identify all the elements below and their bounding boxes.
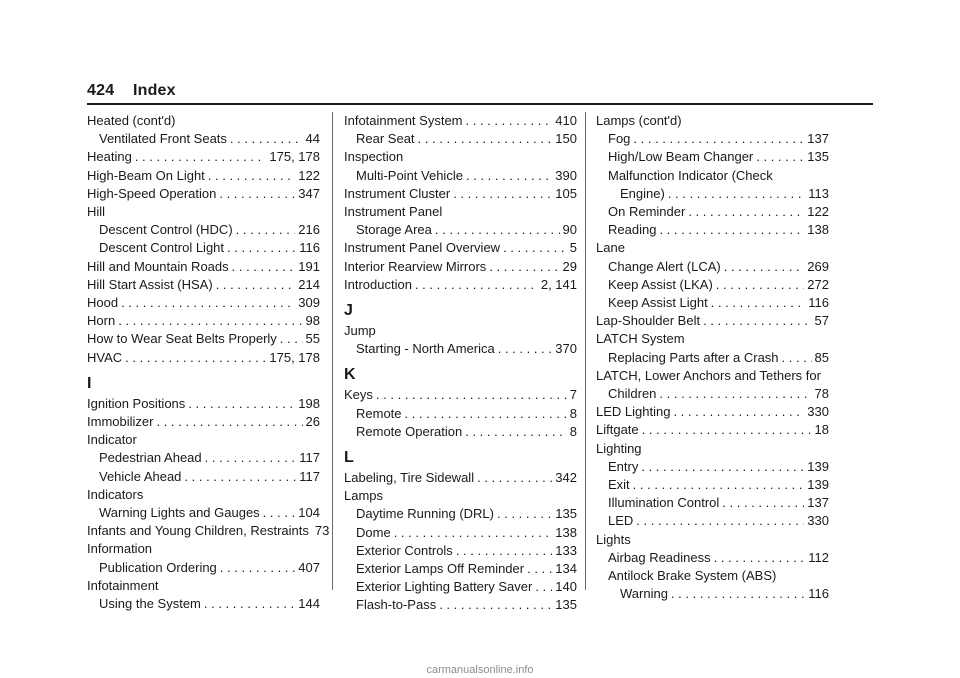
page-reference: 7 <box>569 387 577 403</box>
page-reference: 116 <box>808 295 829 311</box>
index-subentry <box>87 239 320 257</box>
entry-term: Engine) <box>620 185 665 201</box>
index-subentry <box>87 130 320 148</box>
section-letter: L <box>344 449 354 467</box>
dot-leader <box>465 423 567 441</box>
page-reference: 214 <box>298 276 320 292</box>
dot-leader <box>453 185 552 203</box>
index-subentry <box>596 567 829 585</box>
dot-leader <box>405 405 567 423</box>
dot-leader <box>135 148 267 166</box>
entry-term: Replacing Parts after a Crash <box>608 349 779 365</box>
entry-term: Indicators <box>87 486 144 502</box>
entry-term: Hill and Mountain Roads <box>87 258 229 274</box>
page-reference: 347 <box>298 185 320 201</box>
page-reference: 122 <box>807 204 829 220</box>
page-number: 424 <box>87 82 115 99</box>
entry-term: Exterior Controls <box>356 542 453 558</box>
index-entry <box>87 413 320 431</box>
page-reference: 117 <box>299 468 320 484</box>
index-entry <box>87 522 330 540</box>
index-subentry <box>344 596 577 614</box>
page-reference: 137 <box>807 495 829 511</box>
index-subentry <box>87 504 320 522</box>
entry-term: Remote Operation <box>356 423 463 439</box>
index-entry <box>596 239 829 257</box>
index-entry <box>344 322 577 340</box>
page-reference: 144 <box>298 596 320 612</box>
dot-leader <box>688 203 804 221</box>
page-reference: 8 <box>569 405 577 421</box>
entry-term: Infotainment <box>87 577 159 593</box>
entry-term: HVAC <box>87 349 123 365</box>
dot-leader <box>633 476 805 494</box>
page-reference: 407 <box>298 559 320 575</box>
page-reference: 112 <box>808 549 829 565</box>
page-title: Index <box>132 82 176 99</box>
page-reference: 134 <box>555 561 577 577</box>
page-reference: 98 <box>305 313 320 329</box>
dot-leader <box>535 578 552 596</box>
entry-term: Lane <box>596 240 625 256</box>
page-reference: 18 <box>814 422 829 438</box>
dot-leader <box>280 330 303 348</box>
entry-term: Pedestrian Ahead <box>99 450 202 466</box>
dot-leader <box>659 221 804 239</box>
dot-leader <box>204 595 295 613</box>
dot-leader <box>435 221 560 239</box>
index-entry <box>87 395 320 413</box>
index-entry <box>344 185 577 203</box>
entry-term: LED <box>608 513 634 529</box>
page-reference: 272 <box>807 276 829 292</box>
entry-term: Ventilated Front Seats <box>99 131 227 147</box>
page-reference: 150 <box>555 131 577 147</box>
index-subentry <box>596 185 829 203</box>
entry-term: Infants and Young Children, Restraints <box>87 523 309 539</box>
index-entry <box>87 112 320 130</box>
dot-leader <box>633 130 804 148</box>
page-reference: 113 <box>808 185 829 201</box>
index-entry <box>344 276 577 294</box>
entry-term: Airbag Readiness <box>608 549 711 565</box>
entry-term: Infotainment System <box>344 113 463 128</box>
index-subentry <box>344 560 577 578</box>
dot-leader <box>636 512 804 530</box>
index-entry <box>344 487 577 505</box>
index-subentry <box>344 405 577 423</box>
index-entry <box>344 148 577 166</box>
entry-term: Malfunction Indicator (Check <box>608 167 773 183</box>
index-subentry <box>596 549 829 567</box>
header-divider <box>87 103 873 105</box>
dot-leader <box>668 185 805 203</box>
dot-leader <box>118 312 302 330</box>
index-subentry <box>596 148 829 166</box>
section-letter: J <box>344 302 353 320</box>
entry-term: Lamps <box>344 488 384 504</box>
dot-leader <box>756 148 804 166</box>
entry-term: Antilock Brake System (ABS) <box>608 568 777 584</box>
index-subentry <box>596 167 829 185</box>
dot-leader <box>659 385 811 403</box>
dot-leader <box>466 167 552 185</box>
page-reference: 140 <box>555 579 577 595</box>
dot-leader <box>711 294 806 312</box>
index-entry <box>596 421 829 439</box>
index-column-3 <box>596 112 829 603</box>
dot-leader <box>673 403 804 421</box>
index-subentry <box>344 542 577 560</box>
entry-term: Multi-Point Vehicle <box>356 167 463 183</box>
index-subentry <box>596 349 829 367</box>
dot-leader <box>236 221 296 239</box>
index-entry <box>344 112 577 130</box>
entry-term: Hill <box>87 204 106 220</box>
dot-leader <box>156 413 302 431</box>
entry-term: Ignition Positions <box>87 395 186 411</box>
index-entry <box>596 112 829 130</box>
dot-leader <box>503 239 567 257</box>
entry-term: High/Low Beam Changer <box>608 149 754 165</box>
index-entry <box>87 276 320 294</box>
dot-leader <box>714 549 806 567</box>
index-entry <box>87 185 320 203</box>
entry-term: LATCH, Lower Anchors and Tethers for <box>596 367 821 383</box>
index-subentry <box>596 221 829 239</box>
entry-term: Interior Rearview Mirrors <box>344 258 487 274</box>
dot-leader <box>418 130 553 148</box>
dot-leader <box>782 349 812 367</box>
index-subentry <box>344 423 577 441</box>
dot-leader <box>722 494 804 512</box>
entry-term: LATCH System <box>596 331 685 347</box>
index-subentry <box>596 494 829 512</box>
index-subentry <box>87 221 320 239</box>
page-reference: 5 <box>569 240 577 256</box>
entry-term: Labeling, Tire Sidewall <box>344 470 475 486</box>
page-reference: 90 <box>562 222 577 238</box>
index-subentry <box>596 203 829 221</box>
index-entry <box>87 330 320 348</box>
index-entry <box>87 203 320 221</box>
index-subentry <box>596 385 829 403</box>
index-entry <box>596 440 829 458</box>
entry-term: Vehicle Ahead <box>99 468 182 484</box>
entry-term: Change Alert (LCA) <box>608 258 721 274</box>
entry-term: Instrument Panel <box>344 204 443 220</box>
page-reference: 216 <box>298 222 320 238</box>
index-entry <box>344 239 577 257</box>
index-subentry <box>344 167 577 185</box>
page-reference: 370 <box>555 341 577 357</box>
entry-term: Heating <box>87 149 132 165</box>
entry-term: Instrument Panel Overview <box>344 240 501 256</box>
entry-term: Storage Area <box>356 222 432 238</box>
entry-term: Keep Assist Light <box>608 295 708 311</box>
entry-term: Lighting <box>596 440 642 456</box>
entry-term: Keys <box>344 387 373 403</box>
page-reference: 8 <box>569 423 577 439</box>
index-entry <box>344 386 577 404</box>
page-reference: 175, 178 <box>269 349 320 365</box>
index-entry <box>87 148 320 166</box>
index-subentry <box>596 458 829 476</box>
index-entry <box>87 431 320 449</box>
entry-term: Entry <box>608 458 639 474</box>
entry-term: On Reminder <box>608 204 686 220</box>
index-subentry <box>344 340 577 358</box>
index-entry <box>87 577 320 595</box>
page-reference: 116 <box>808 586 829 602</box>
entry-term: Jump <box>344 323 376 339</box>
index-subentry <box>87 595 320 613</box>
page-reference: 2, 141 <box>540 276 577 292</box>
column-divider <box>585 112 586 590</box>
entry-term: Using the System <box>99 596 201 612</box>
page-reference: 139 <box>807 477 829 493</box>
page-reference: 44 <box>305 131 320 147</box>
entry-term: Lap-Shoulder Belt <box>596 313 701 329</box>
entry-term: Warning <box>620 586 668 602</box>
entry-term: Fog <box>608 131 631 147</box>
index-entry <box>596 312 829 330</box>
entry-term: Illumination Control <box>608 495 720 511</box>
page-reference: 29 <box>562 258 577 274</box>
index-entry <box>87 312 320 330</box>
index-entry <box>596 531 829 549</box>
page-reference: 410 <box>555 113 577 128</box>
entry-term: Instrument Cluster <box>344 185 451 201</box>
page-reference: 122 <box>298 167 320 183</box>
index-column-1 <box>87 112 330 613</box>
entry-term: Descent Control Light <box>99 240 225 256</box>
page-header <box>87 82 176 100</box>
index-subentry <box>87 559 320 577</box>
page-reference: 138 <box>807 222 829 238</box>
dot-leader <box>489 258 559 276</box>
watermark: carmanualsonline.info <box>426 664 534 676</box>
dot-leader <box>232 258 296 276</box>
page-reference: 135 <box>555 506 577 522</box>
dot-leader <box>376 386 567 404</box>
page-reference: 85 <box>814 349 829 365</box>
dot-leader <box>466 112 553 130</box>
index-subentry <box>344 578 577 596</box>
page-reference: 138 <box>555 524 577 540</box>
dot-leader <box>439 596 552 614</box>
index-entry <box>87 486 320 504</box>
page-reference: 135 <box>807 149 829 165</box>
index-entry <box>87 294 320 312</box>
dot-leader <box>220 559 296 577</box>
dot-leader <box>477 469 552 487</box>
dot-leader <box>527 560 552 578</box>
page-reference: 73 <box>314 523 330 539</box>
entry-term: Daytime Running (DRL) <box>356 506 494 522</box>
entry-term: How to Wear Seat Belts Properly <box>87 331 277 347</box>
column-divider <box>332 112 333 590</box>
page-reference: 309 <box>298 295 320 311</box>
entry-term: Heated (cont'd) <box>87 113 176 128</box>
index-subentry <box>344 130 577 148</box>
entry-term: Liftgate <box>596 422 639 438</box>
dot-leader <box>188 395 295 413</box>
dot-leader <box>415 276 538 294</box>
dot-leader <box>227 239 296 257</box>
index-subentry <box>596 512 829 530</box>
index-entry <box>344 258 577 276</box>
page-reference: 116 <box>299 240 320 256</box>
entry-term: LED Lighting <box>596 404 671 420</box>
page-reference: 330 <box>807 513 829 529</box>
page-reference: 135 <box>555 597 577 613</box>
index-entry <box>344 469 577 487</box>
index-entry <box>596 403 829 421</box>
entry-term: Descent Control (HDC) <box>99 222 233 238</box>
entry-term: Flash-to-Pass <box>356 597 437 613</box>
dot-leader <box>498 340 553 358</box>
dot-leader <box>121 294 295 312</box>
index-subentry <box>344 524 577 542</box>
entry-term: Remote <box>356 405 402 421</box>
page-reference: 57 <box>814 313 829 329</box>
index-subentry <box>596 476 829 494</box>
entry-term: Reading <box>608 222 657 238</box>
index-entry <box>87 540 320 558</box>
index-subentry <box>596 130 829 148</box>
dot-leader <box>230 130 303 148</box>
dot-leader <box>456 542 552 560</box>
entry-term: Inspection <box>344 149 404 165</box>
index-subentry <box>596 276 829 294</box>
entry-term: Rear Seat <box>356 131 415 147</box>
page-reference: 175, 178 <box>269 149 320 165</box>
dot-leader <box>219 185 295 203</box>
entry-term: Lamps (cont'd) <box>596 113 682 128</box>
index-subentry <box>344 505 577 523</box>
page-reference: 55 <box>305 331 320 347</box>
index-entry <box>87 349 320 367</box>
dot-leader <box>671 585 805 603</box>
entry-term: Introduction <box>344 276 412 292</box>
page-reference: 139 <box>807 458 829 474</box>
section-letter: K <box>344 366 356 384</box>
dot-leader <box>394 524 553 542</box>
index-entry <box>596 330 829 348</box>
dot-leader <box>642 421 812 439</box>
entry-term: Dome <box>356 524 391 540</box>
page-reference: 198 <box>298 395 320 411</box>
page-reference: 105 <box>555 185 577 201</box>
page-reference: 104 <box>298 505 320 521</box>
index-subentry <box>596 585 829 603</box>
entry-term: Hood <box>87 295 119 311</box>
dot-leader <box>497 505 552 523</box>
dot-leader <box>208 167 296 185</box>
entry-term: Hill Start Assist (HSA) <box>87 276 213 292</box>
entry-term: Publication Ordering <box>99 559 217 575</box>
dot-leader <box>724 258 805 276</box>
page-reference: 117 <box>299 450 320 466</box>
index-entry <box>344 203 577 221</box>
entry-term: Keep Assist (LKA) <box>608 276 713 292</box>
entry-term: Indicator <box>87 432 137 448</box>
index-entry <box>596 367 829 385</box>
page-reference: 137 <box>807 131 829 147</box>
entry-term: Immobilizer <box>87 414 154 430</box>
entry-term: Lights <box>596 531 631 547</box>
page-reference: 330 <box>807 404 829 420</box>
entry-term: Starting - North America <box>356 341 495 357</box>
entry-term: Horn <box>87 313 116 329</box>
index-subentry <box>596 294 829 312</box>
entry-term: High-Beam On Light <box>87 167 205 183</box>
index-subentry <box>344 221 577 239</box>
entry-term: Information <box>87 541 153 557</box>
index-subentry <box>596 258 829 276</box>
section-letter: I <box>87 374 92 392</box>
dot-leader <box>205 449 297 467</box>
index-subentry <box>87 468 320 486</box>
page-reference: 78 <box>814 386 829 402</box>
entry-term: Exterior Lamps Off Reminder <box>356 561 525 577</box>
index-column-2 <box>344 112 577 615</box>
dot-leader <box>184 468 296 486</box>
page-reference: 390 <box>555 167 577 183</box>
page-reference: 26 <box>305 414 320 430</box>
entry-term: High-Speed Operation <box>87 185 217 201</box>
page-reference: 342 <box>555 470 577 486</box>
index-subentry <box>87 449 320 467</box>
dot-leader <box>641 458 804 476</box>
dot-leader <box>125 349 266 367</box>
dot-leader <box>216 276 296 294</box>
dot-leader <box>703 312 811 330</box>
dot-leader <box>716 276 805 294</box>
index-entry <box>87 258 320 276</box>
entry-term: Children <box>608 386 657 402</box>
entry-term: Exterior Lighting Battery Saver <box>356 579 533 595</box>
entry-term: Warning Lights and Gauges <box>99 505 260 521</box>
index-entry <box>87 167 320 185</box>
page-reference: 133 <box>555 542 577 558</box>
entry-term: Exit <box>608 477 630 493</box>
page-reference: 269 <box>807 258 829 274</box>
page-reference: 191 <box>298 258 320 274</box>
dot-leader <box>263 504 296 522</box>
